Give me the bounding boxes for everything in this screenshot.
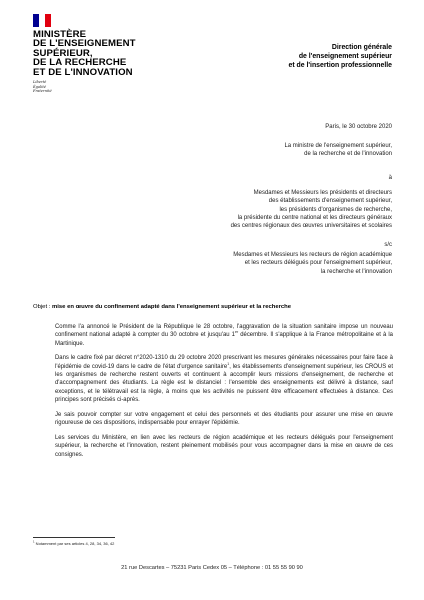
recipients-block: Mesdames et Messieurs les présidents et directeurs des établissements d'enseignement supérieur, les présidents d'organismes de recherche, la présidente du centre national et les directeurs généraux des centres régionaux des œuvres universitaires et scolaires [230,190,392,230]
sous-couvert-label: s/c [384,242,392,248]
footnote: $^1$ Notamment par ses articles 4, 28, 34, 36, 42 [33,539,115,546]
page-footer-address: 21 rue Descartes – 75231 Paris Cedex 05 – Téléphone : 01 55 55 90 90 [121,565,303,571]
paragraph-4: Les services du Ministère, en lien avec les recteurs de région académique et les recteurs délégués pour l'enseignement supérieur, la recherche et l'innovation, restent pleinement mobilisés pour vous accompagner dans la mise en œuvre de ces consignes. [55,435,393,458]
letter-body [55,323,393,466]
flag-stripe-red [45,14,51,27]
footnote-ref[interactable]: 1 [227,361,230,366]
ministry-name: MINISTÈRE DE L'ENSEIGNEMENT SUPÉRIEUR, DE LA RECHERCHE ET DE L'INNOVATION [33,29,136,78]
letter-date: Paris, le 30 octobre 2020 [325,124,392,130]
ministry-logo [33,14,143,94]
paragraph-2: Dans le cadre fixé par décret n°2020-1310 du 29 octobre 2020 prescrivant les mesures générales nécessaires pour faire face à l'épidémie de covid-19 dans le cadre de l'état d'urgence sanitaire$^1$, les établissements d'enseignement supérieur, les CROUS et les organismes de recherche restent ouverts et continuent à accomplir leurs missions d'enseignement, de recherche et d'accompagnement des étudiants. La règle est le distanciel : l'ensemble des enseignements est délivré à distance, sauf exceptions, et le télétravail est la règle, à moins que les activités ne puissent être efficacement effectuées à distance. Ces principes sont précisés ci-après. [55,355,393,403]
footnote-divider [33,537,115,538]
letter-subject [33,304,393,310]
recipient-separator: à [388,175,392,181]
direction-header: Direction générale de l'enseignement supérieur et de l'insertion professionnelle [288,44,392,69]
french-flag-icon [33,14,51,27]
subject-text: mise en œuvre du confinement adapté dans l'enseignement supérieur et la recherche [52,304,292,310]
subject-label: Objet : [33,304,52,310]
republic-motto: Liberté Égalité Fraternité [33,80,52,94]
sender-block: La ministre de l'enseignement supérieur, de la recherche et de l'innovation [284,143,392,158]
recteurs-block: Mesdames et Messieurs les recteurs de région académique et les recteurs délégués pour l'enseignement supérieur, la recherche et l'innovation [233,252,392,275]
paragraph-3: Je sais pouvoir compter sur votre engagement et celui des personnels et des étudiants pour assurer une mise en œuvre rigoureuse de ces dispositions, indispensable pour enrayer l'épidémie. [55,411,393,427]
paragraph-1: Comme l'a annoncé le Président de la République le 28 octobre, l'aggravation de la situation sanitaire impose un nouveau confinement national adapté à compter du 30 octobre et jusqu'au 1er décembre. Il s'applique à la France métropolitaine et à la Martinique. [55,324,393,347]
